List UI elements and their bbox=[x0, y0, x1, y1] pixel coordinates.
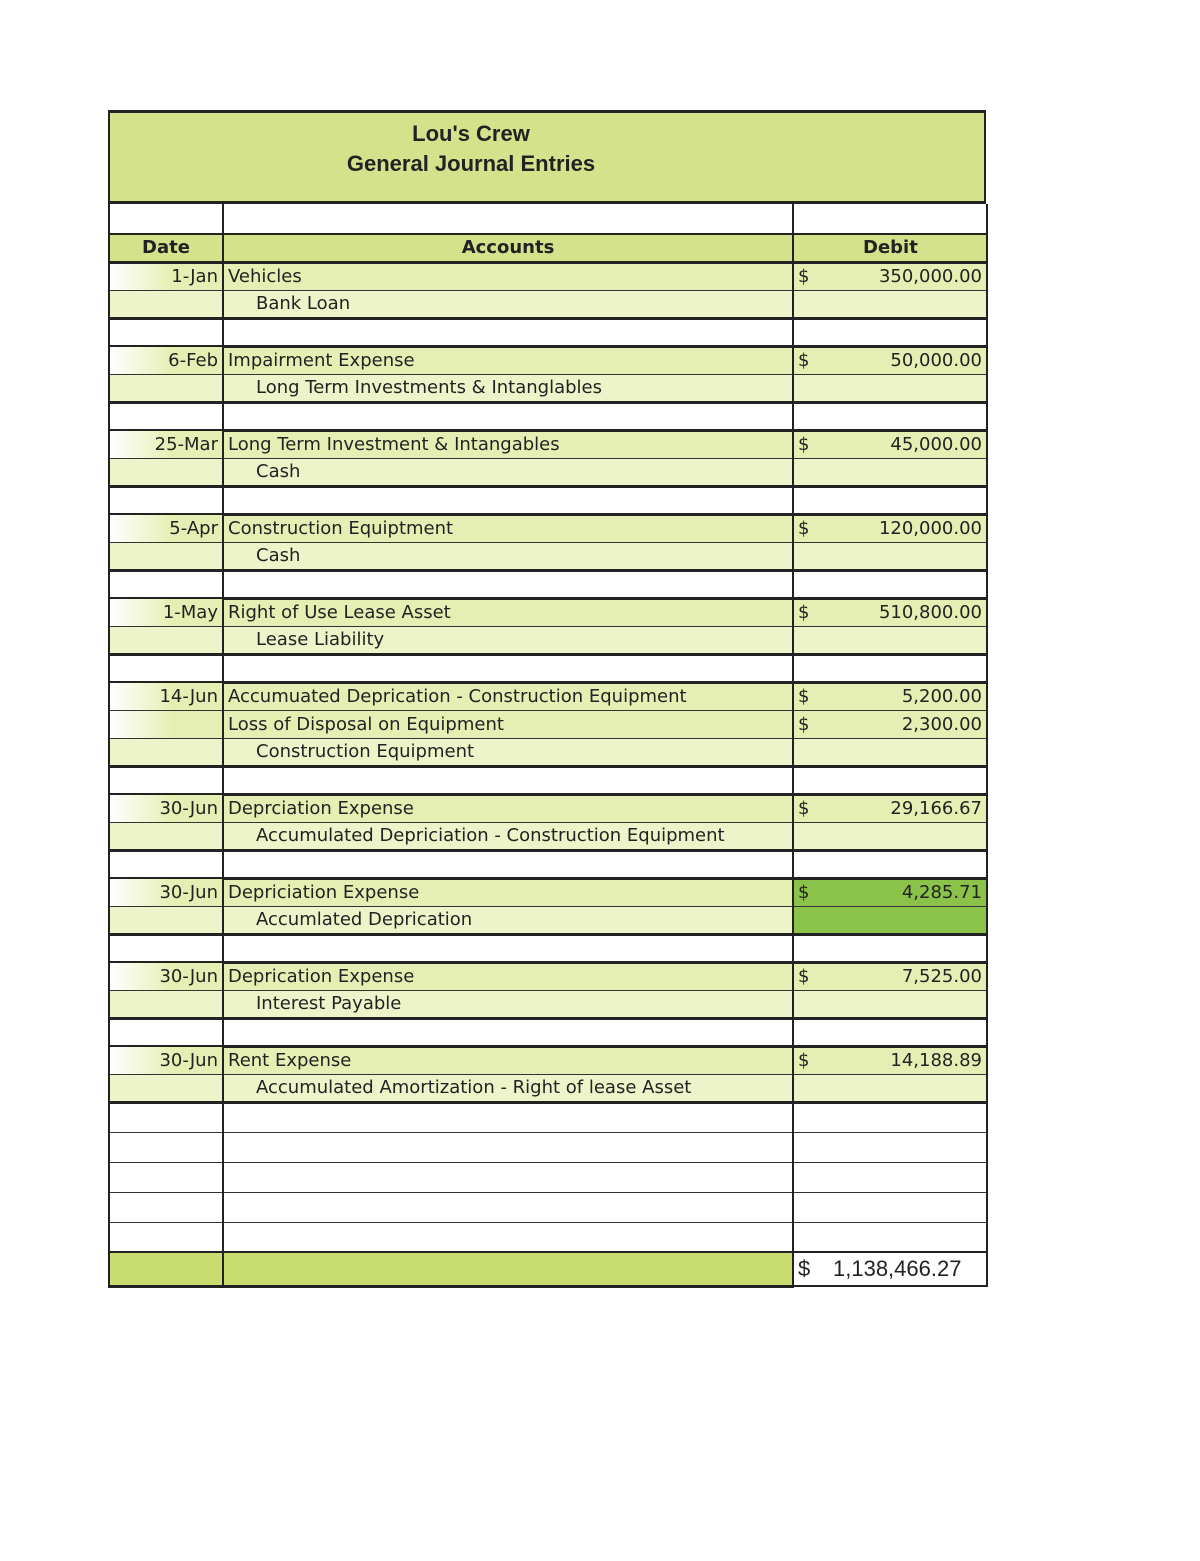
entry-date: 30-Jun bbox=[109, 878, 223, 906]
total-row bbox=[109, 1252, 987, 1286]
gap-row bbox=[109, 570, 987, 598]
company-name: Lou's Crew bbox=[412, 121, 530, 146]
currency-sign: $ bbox=[793, 682, 833, 710]
debit-amount: 5,200.00 bbox=[833, 682, 987, 710]
currency-sign: $ bbox=[793, 710, 833, 738]
blank-row bbox=[109, 1222, 987, 1252]
gap-row bbox=[109, 654, 987, 682]
entry-date: 1-Jan bbox=[109, 262, 223, 290]
debit-row bbox=[109, 962, 987, 990]
total-currency: $ bbox=[793, 1252, 833, 1286]
gap-row bbox=[109, 318, 987, 346]
debit-row bbox=[109, 346, 987, 374]
currency-sign: $ bbox=[793, 514, 833, 542]
entry-date: 30-Jun bbox=[109, 794, 223, 822]
debit-amount: 120,000.00 bbox=[833, 514, 987, 542]
spacer-row bbox=[109, 204, 987, 234]
debit-amount: 2,300.00 bbox=[833, 710, 987, 738]
currency-sign: $ bbox=[793, 878, 833, 906]
title-banner bbox=[108, 110, 986, 204]
accounts-header: Accounts bbox=[223, 234, 793, 262]
debit-account: Construction Equiptment bbox=[223, 514, 793, 542]
debit-amount: 350,000.00 bbox=[833, 262, 987, 290]
entry-date: 6-Feb bbox=[109, 346, 223, 374]
debit-row bbox=[109, 598, 987, 626]
debit-account: Loss of Disposal on Equipment bbox=[223, 710, 793, 738]
debit-amount: 14,188.89 bbox=[833, 1046, 987, 1074]
credit-row bbox=[109, 542, 987, 570]
gap-row bbox=[109, 486, 987, 514]
entry-date: 1-May bbox=[109, 598, 223, 626]
debit-row bbox=[109, 878, 987, 906]
currency-sign: $ bbox=[793, 430, 833, 458]
debit-account: Rent Expense bbox=[223, 1046, 793, 1074]
journal-body bbox=[109, 204, 987, 1286]
entry-date: 25-Mar bbox=[109, 430, 223, 458]
debit-account: Long Term Investment & Intangables bbox=[223, 430, 793, 458]
blank-row bbox=[109, 1162, 987, 1192]
credit-account: Cash bbox=[223, 542, 793, 570]
credit-account: Accumulated Depriciation - Construction Equipment bbox=[223, 822, 793, 850]
credit-row bbox=[109, 906, 987, 934]
credit-row bbox=[109, 626, 987, 654]
debit-amount: 7,525.00 bbox=[833, 962, 987, 990]
currency-sign: $ bbox=[793, 1046, 833, 1074]
debit-row bbox=[109, 794, 987, 822]
credit-account: Bank Loan bbox=[223, 290, 793, 318]
currency-sign: $ bbox=[793, 962, 833, 990]
credit-row bbox=[109, 990, 987, 1018]
credit-account: Accumlated Deprication bbox=[223, 906, 793, 934]
debit-row bbox=[109, 262, 987, 290]
entry-date: 14-Jun bbox=[109, 682, 223, 710]
journal-table bbox=[108, 204, 988, 1288]
credit-row bbox=[109, 738, 987, 766]
credit-account: Construction Equipment bbox=[223, 738, 793, 766]
credit-account: Interest Payable bbox=[223, 990, 793, 1018]
debit-row bbox=[109, 682, 987, 710]
debit-row bbox=[109, 430, 987, 458]
credit-account: Lease Liability bbox=[223, 626, 793, 654]
debit-account: Deprication Expense bbox=[223, 962, 793, 990]
entry-date: 30-Jun bbox=[109, 1046, 223, 1074]
journal-sheet bbox=[108, 110, 986, 1288]
debit-amount: 29,166.67 bbox=[833, 794, 987, 822]
debit-account: Deprciation Expense bbox=[223, 794, 793, 822]
total-amount: 1,138,466.27 bbox=[833, 1252, 987, 1286]
currency-sign: $ bbox=[793, 346, 833, 374]
credit-row bbox=[109, 1074, 987, 1102]
debit-header: Debit bbox=[833, 234, 987, 262]
debit-account: Right of Use Lease Asset bbox=[223, 598, 793, 626]
gap-row bbox=[109, 402, 987, 430]
debit-account: Impairment Expense bbox=[223, 346, 793, 374]
debit-amount: 4,285.71 bbox=[833, 878, 987, 906]
currency-sign: $ bbox=[793, 262, 833, 290]
date-header: Date bbox=[109, 234, 223, 262]
blank-row bbox=[109, 1102, 987, 1132]
sheet-title: General Journal Entries bbox=[346, 151, 596, 176]
debit-account: Accumuated Deprication - Construction Equipment bbox=[223, 682, 793, 710]
credit-row bbox=[109, 290, 987, 318]
credit-account: Cash bbox=[223, 458, 793, 486]
credit-row bbox=[109, 374, 987, 402]
debit-account: Vehicles bbox=[223, 262, 793, 290]
debit-row bbox=[109, 1046, 987, 1074]
credit-row bbox=[109, 822, 987, 850]
gap-row bbox=[109, 934, 987, 962]
debit-row bbox=[109, 710, 987, 738]
credit-row bbox=[109, 458, 987, 486]
currency-sign: $ bbox=[793, 598, 833, 626]
debit-row bbox=[109, 514, 987, 542]
gap-row bbox=[109, 1018, 987, 1046]
credit-account: Long Term Investments & Intanglables bbox=[223, 374, 793, 402]
gap-row bbox=[109, 850, 987, 878]
column-header-row bbox=[109, 234, 987, 262]
entry-date: 5-Apr bbox=[109, 514, 223, 542]
debit-amount: 50,000.00 bbox=[833, 346, 987, 374]
debit-amount: 510,800.00 bbox=[833, 598, 987, 626]
gap-row bbox=[109, 766, 987, 794]
blank-row bbox=[109, 1192, 987, 1222]
blank-row bbox=[109, 1132, 987, 1162]
entry-date: 30-Jun bbox=[109, 962, 223, 990]
credit-account: Accumulated Amortization - Right of lease Asset bbox=[223, 1074, 793, 1102]
debit-amount: 45,000.00 bbox=[833, 430, 987, 458]
debit-account: Depriciation Expense bbox=[223, 878, 793, 906]
currency-sign: $ bbox=[793, 794, 833, 822]
